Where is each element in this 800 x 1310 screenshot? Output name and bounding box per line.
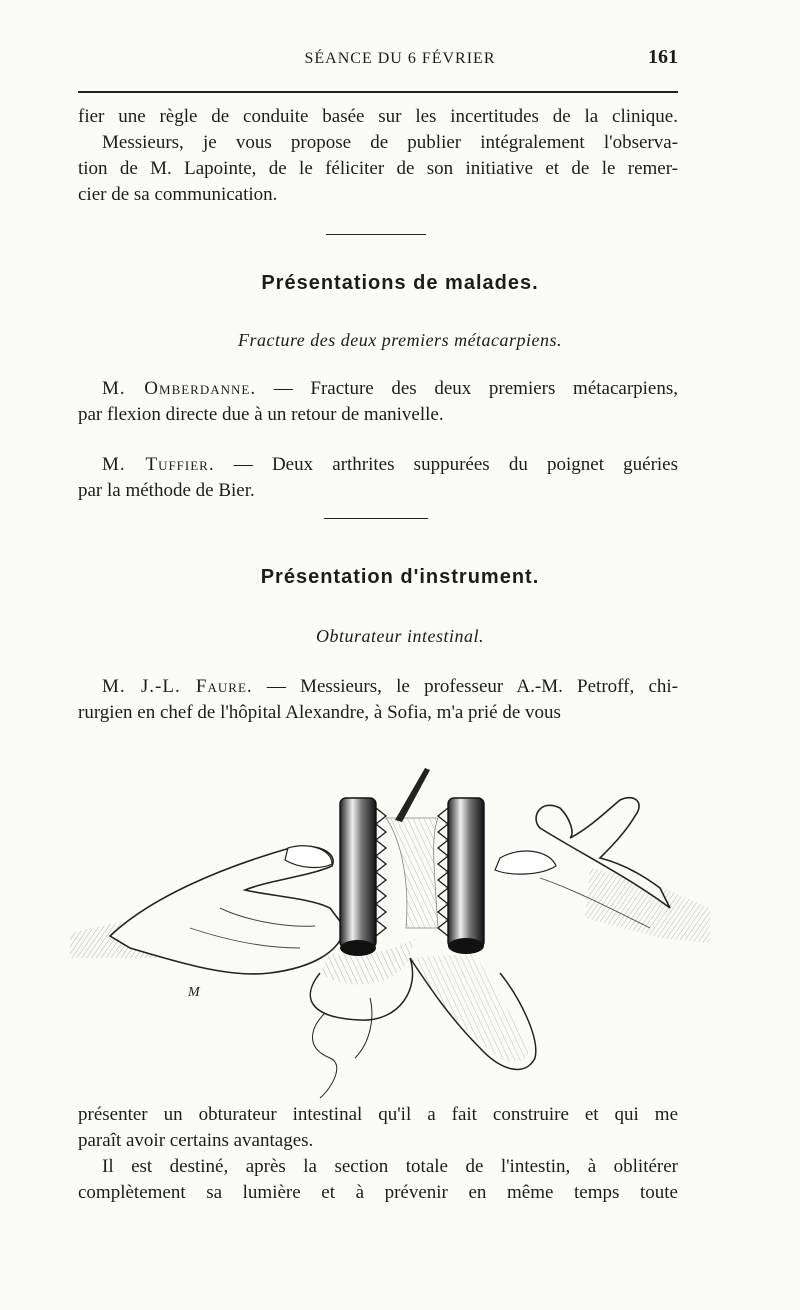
- obturator-illustration: [70, 758, 710, 1103]
- entry-text: — Deux arthrites suppurées du poignet guéries: [233, 454, 678, 475]
- author-name: M. Omberdanne.: [102, 378, 257, 399]
- header-rule: [78, 91, 678, 93]
- text-line: Messieurs, je vous propose de publier intégralement l'observa-: [102, 132, 678, 153]
- text-line: par flexion directe due à un retour de manivelle.: [78, 404, 444, 425]
- text-line: par la méthode de Bier.: [78, 480, 255, 501]
- text-line: cier de sa communication.: [78, 184, 278, 205]
- entry-faure: [78, 674, 678, 726]
- right-thumb: [495, 851, 556, 874]
- suture-thread: [313, 998, 372, 1098]
- text-line: Il est destiné, après la section totale de l'intestin, à oblitérer: [102, 1156, 678, 1177]
- continuation-paragraph: [78, 1102, 678, 1206]
- page-number: 161: [648, 46, 678, 68]
- text-line: tion de M. Lapointe, de le féliciter de son initiative et de le remer-: [78, 158, 678, 179]
- entry-text: — Messieurs, le professeur A.-M. Petroff, chi-: [266, 676, 678, 697]
- text-line: fier une règle de conduite basée sur les incertitudes de la clinique.: [78, 106, 678, 127]
- entry-text: — Fracture des deux premiers métacarpiens,: [273, 378, 679, 399]
- text-line: complètement sa lumière et à prévenir en même temps toute: [78, 1182, 678, 1203]
- section-subtitle: Fracture des deux premiers métacarpiens.: [237, 330, 563, 350]
- engraver-monogram: M: [188, 985, 200, 1000]
- author-name: M. J.-L. Faure.: [102, 676, 253, 697]
- section-title: Présentation d'instrument.: [260, 566, 540, 588]
- entry-tuffier: [78, 452, 678, 504]
- right-obturator-tube: [448, 798, 484, 948]
- opening-paragraph: [78, 104, 678, 208]
- left-teeth: [376, 808, 386, 936]
- running-header-title: SÉANCE DU 6 FÉVRIER: [304, 50, 496, 67]
- text-line: paraît avoir certains avantages.: [78, 1130, 314, 1151]
- text-line: rurgien en chef de l'hôpital Alexandre, à Sofia, m'a prié de vous: [78, 702, 561, 723]
- text-line: présenter un obturateur intestinal qu'il a fait construire et qui me: [78, 1104, 678, 1125]
- needle: [395, 768, 430, 822]
- left-obturator-tube: [340, 798, 376, 948]
- section-subtitle: Obturateur intestinal.: [316, 626, 484, 646]
- entry-omberdanne: [78, 376, 678, 428]
- section-title: Présentations de malades.: [261, 272, 539, 294]
- section-separator: [326, 234, 426, 235]
- right-teeth: [438, 808, 448, 936]
- section-separator: [324, 518, 428, 519]
- author-name: M. Tuffier.: [102, 454, 215, 475]
